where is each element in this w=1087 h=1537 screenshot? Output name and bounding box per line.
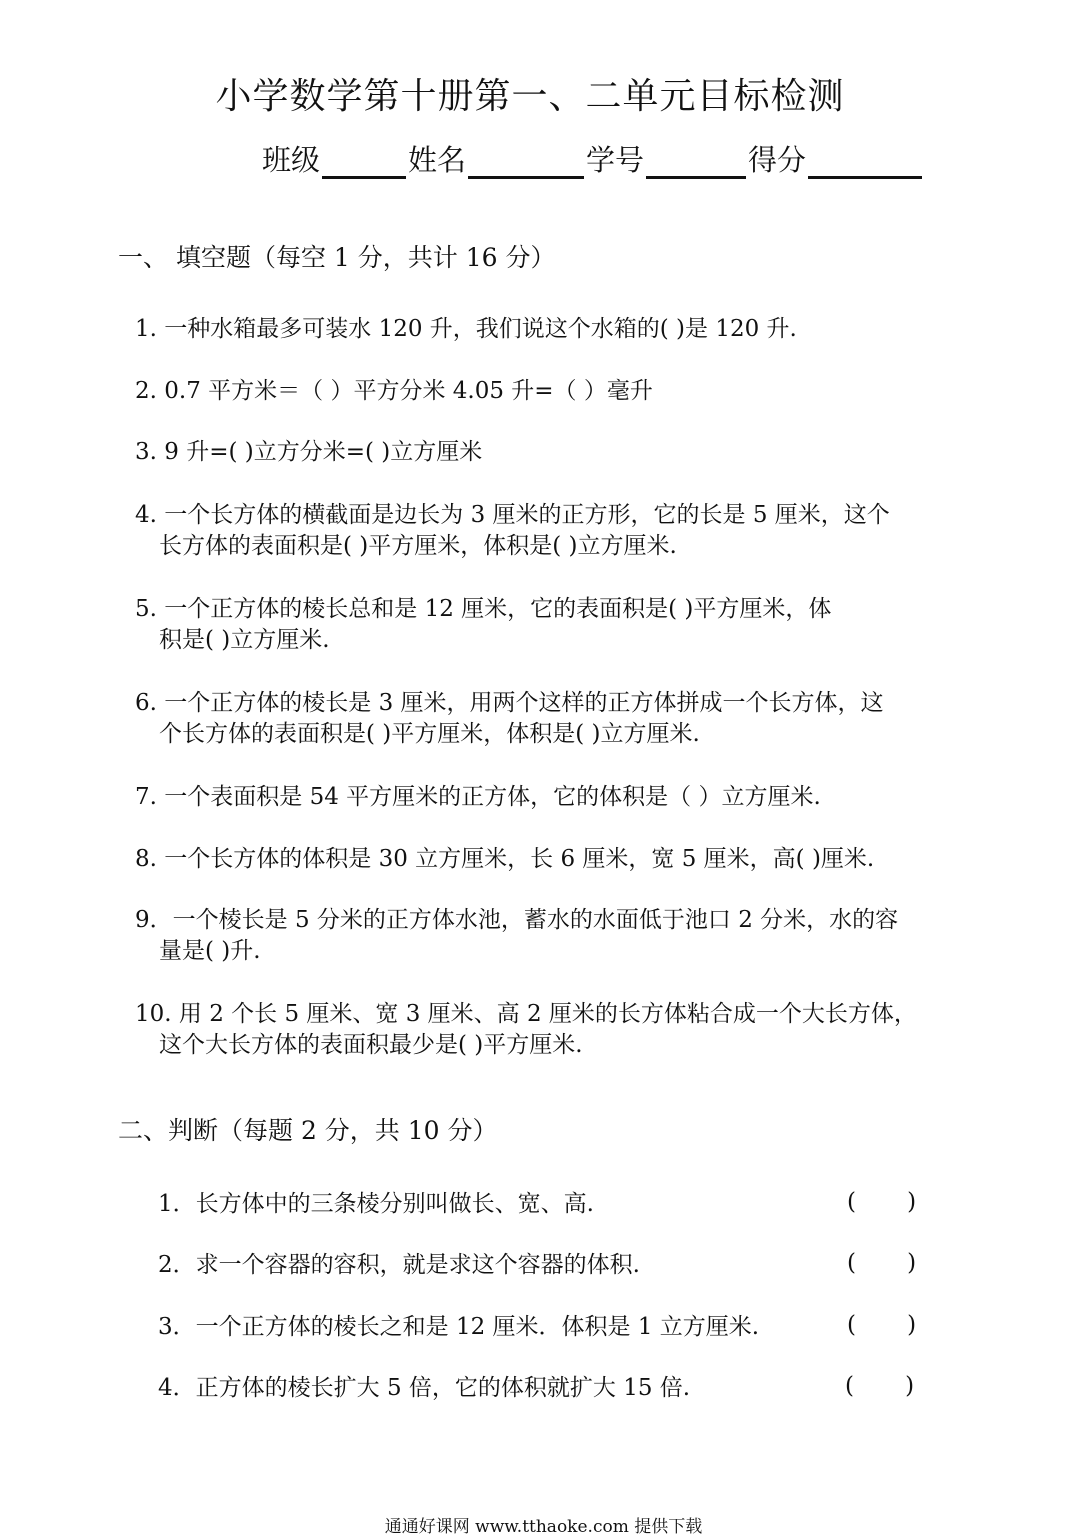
judge-question-2: 2．求一个容器的容积，就是求这个容器的体积. [158,1252,640,1278]
question-line: 长方体的表面积是( )平方厘米，体积是( )立方厘米. [159,533,677,559]
question-line: 2. 0.7 平方米＝（ ）平方分米 4.05 升=（ ）毫升 [135,378,653,404]
student-number-blank[interactable] [646,146,746,179]
student-info-row [262,138,924,179]
question-line: 个长方体的表面积是( )平方厘米，体积是( )立方厘米. [159,721,700,747]
question-line: 积是( )立方厘米. [159,627,330,653]
question-line: 7. 一个表面积是 54 平方厘米的正方体，它的体积是（ ）立方厘米. [135,784,821,810]
section2-title: 二、判断（每题 2 分，共 10 分） [118,1116,498,1145]
judge-question-4: 4．正方体的棱长扩大 5 倍，它的体积就扩大 15 倍. [158,1375,691,1401]
score-label: 得分 [748,143,807,177]
judge-answer-4[interactable]: ( ) [845,1373,915,1399]
question-line: 6. 一个正方体的棱长是 3 厘米，用两个这样的正方体拼成一个长方体，这 [135,690,884,716]
fill-question-1 [135,314,797,345]
question-line: 8. 一个长方体的体积是 30 立方厘米，长 6 厘米，宽 5 厘米，高( )厘米. [135,846,875,872]
class-label: 班级 [262,143,321,177]
class-blank[interactable] [322,146,406,179]
page-title: 小学数学第十册第一、二单元目标检测 [215,76,845,117]
judge-answer-2[interactable]: ( ) [847,1250,917,1276]
question-line: 1. 一种水箱最多可装水 120 升，我们说这个水箱的( )是 120 升. [135,316,797,342]
footer-source: 通通好课网 www.tthaoke.com 提供下载 [384,1517,703,1537]
question-line: 4. 一个长方体的横截面是边长为 3 厘米的正方形，它的长是 5 厘米，这个 [135,502,890,528]
fill-question-6 [135,688,884,750]
judge-answer-1[interactable]: ( ) [847,1189,917,1215]
fill-question-7 [135,782,821,813]
question-line: 量是( )升. [159,938,261,964]
question-line: 9．一个棱长是 5 分米的正方体水池，蓄水的水面低于池口 2 分米，水的容 [135,907,899,933]
judge-question-3: 3．一个正方体的棱长之和是 12 厘米．体积是 1 立方厘米. [158,1314,760,1340]
judge-question-1: 1．长方体中的三条棱分别叫做长、宽、高. [158,1191,594,1217]
name-blank[interactable] [468,146,584,179]
judge-answer-3[interactable]: ( ) [847,1312,917,1338]
student-number-label: 学号 [586,143,645,177]
fill-question-3 [135,437,482,468]
fill-question-4 [135,500,890,562]
score-blank[interactable] [808,146,922,179]
question-line: 5. 一个正方体的棱长总和是 12 厘米，它的表面积是( )平方厘米，体 [135,596,832,622]
fill-question-10 [135,999,917,1061]
fill-question-8 [135,844,874,875]
question-line: 10. 用 2 个长 5 厘米、宽 3 厘米、高 2 厘米的长方体粘合成一个大长方体， [135,1001,917,1027]
name-label: 姓名 [408,143,467,177]
question-line: 这个大长方体的表面积最少是( )平方厘米. [159,1032,583,1058]
question-line: 3. 9 升=( )立方分米=( )立方厘米 [135,439,483,465]
fill-question-5 [135,594,831,656]
fill-question-9 [135,905,898,967]
section1-title: 一、 填空题（每空 1 分，共计 16 分） [118,243,556,272]
fill-question-2 [135,376,653,407]
